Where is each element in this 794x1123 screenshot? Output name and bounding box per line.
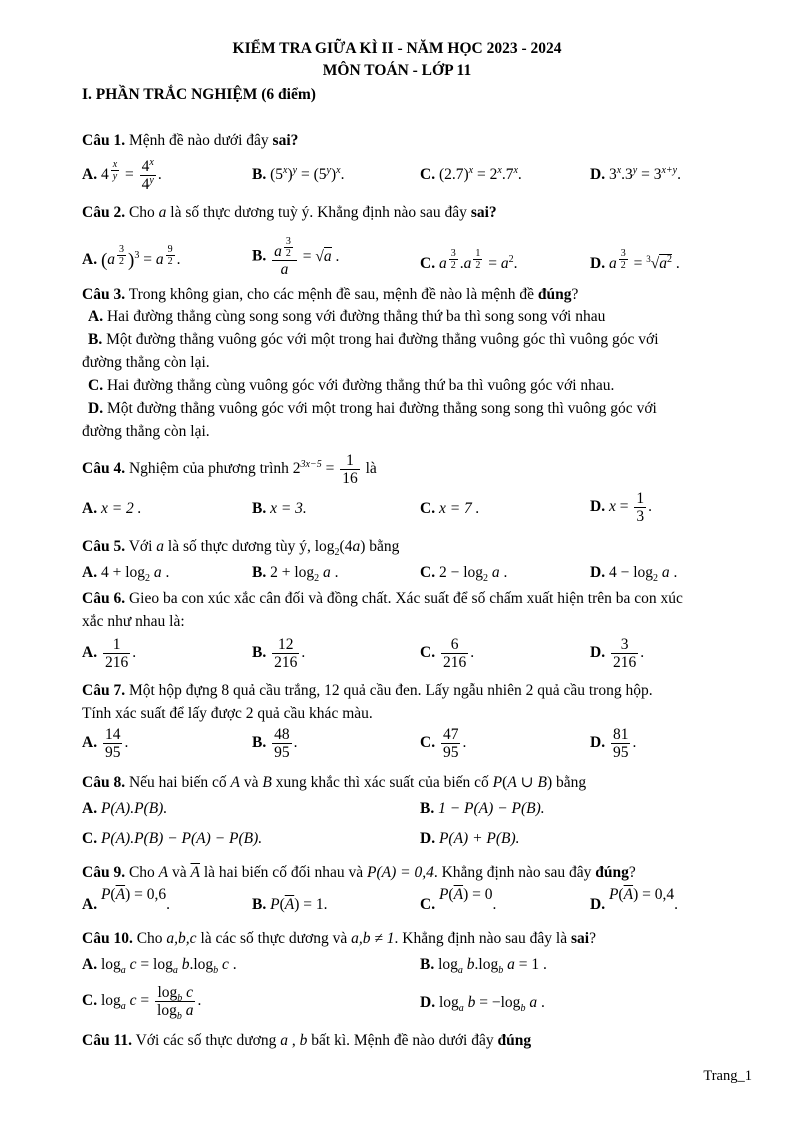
q7-option-a[interactable]: A. $\frac{14}{95}$ . <box>82 726 129 761</box>
q8-option-a[interactable]: A. P(A).P(B). <box>82 800 168 817</box>
q5-option-a[interactable]: A. $4 + \log_2 a$ . <box>82 564 170 585</box>
q5-option-d[interactable]: D. $4 - \log_2 a$ . <box>590 564 678 585</box>
q2-option-a[interactable]: A. (a $^{\frac{3}{2}}$ )$^3$ = a $^{\frac{9}{2}}$ . <box>82 244 181 271</box>
q9-option-c[interactable]: C. $P(\overline{A}) = 0$. <box>420 886 497 913</box>
q1-option-b[interactable]: B. $(5^x)^y = (5^y)^x$. <box>252 164 345 183</box>
q8-option-d[interactable]: D. P(A) + P(B). <box>420 830 520 847</box>
q3-option-b[interactable]: B. Một đường thẳng vuông góc với một trong hai đường thẳng vuông góc thì vuông góc với <box>88 331 659 348</box>
question-7: Câu 7. Một hộp đựng 8 quả cầu trắng, 12 quả cầu đen. Lấy ngẫu nhiên 2 quả cầu trong hộp. <box>82 682 653 699</box>
q3-option-d-cont: đường thẳng còn lại. <box>82 423 210 440</box>
question-2: Câu 2. Cho a là số thực dương tuỳ ý. Khẳng định nào sau đây sai? <box>82 204 497 221</box>
q3-option-d[interactable]: D. Một đường thẳng vuông góc với một trong hai đường thẳng song song thì vuông góc với <box>88 400 657 417</box>
q1-option-c[interactable]: C. $(2.7)^x = 2^x.7^x$. <box>420 164 522 183</box>
q6-option-c[interactable]: C. $\frac{6}{216}$ . <box>420 636 475 671</box>
q10-option-b[interactable]: B. $\log_a b.\log_b$ a = 1 . <box>420 956 547 977</box>
q8-option-c[interactable]: C. P(A).P(B) − P(A) − P(B). <box>82 830 263 847</box>
q9-option-d[interactable]: D. $P(\overline{A}) = 0,4$. <box>590 886 678 913</box>
q1-option-d[interactable]: D. $3^x.3^y = 3^{x+y}$. <box>590 164 681 183</box>
question-6: Câu 6. Gieo ba con xúc xắc cân đối và đồng chất. Xác suất để số chấm xuất hiện trên ba con xúc <box>82 590 683 607</box>
q4-option-a[interactable]: A. x = 2 . <box>82 500 142 517</box>
q3-option-b-cont: đường thẳng còn lại. <box>82 354 210 371</box>
question-4: Câu 4. Nghiệm của phương trình $2^{3x-5}$ = $\frac{1}{16}$ là <box>82 452 377 487</box>
q4-option-b[interactable]: B. x = 3. <box>252 500 307 517</box>
q3-option-c[interactable]: C. Hai đường thẳng cùng vuông góc với đường thẳng thứ ba thì vuông góc với nhau. <box>88 377 615 394</box>
question-6-cont: xắc như nhau là: <box>82 613 185 630</box>
question-11: Câu 11. Với các số thực dương a , b bất kì. Mệnh đề nào dưới đây đúng <box>82 1032 532 1049</box>
q1-option-a[interactable]: A. 4 $^{\frac{x}{y}}$ = $\frac{4^x}{4^y}$ . <box>82 156 162 193</box>
q5-option-b[interactable]: B. $2 + \log_2 a$ . <box>252 564 339 585</box>
q7-option-d[interactable]: D. $\frac{81}{95}$ . <box>590 726 637 761</box>
q2-option-c[interactable]: C. a $^{\frac{3}{2}}$ .a $^{\frac{1}{2}}$ = $a^2$. <box>420 248 518 272</box>
question-9: Câu 9. Cho A và $\overline{A}$ là hai biến cố đối nhau và P(A) = 0,4. Khẳng định nào sau đây đúng? <box>82 864 636 881</box>
q3-option-a[interactable]: A. Hai đường thẳng cùng song song với đường thẳng thứ ba thì song song với nhau <box>88 308 606 325</box>
question-1: Câu 1. Mệnh đề nào dưới đây sai? <box>82 132 299 149</box>
q7-option-b[interactable]: B. $\frac{48}{95}$ . <box>252 726 298 761</box>
question-5: Câu 5. Với a là số thực dương tùy ý, $\log_2(4a)$ bằng <box>82 538 400 559</box>
q10-option-d[interactable]: D. $\log_a b = -\log_b$ a . <box>420 994 545 1015</box>
q5-option-c[interactable]: C. $2 - \log_2 a$ . <box>420 564 508 585</box>
q2-option-d[interactable]: D. a $^{\frac{3}{2}}$ = $^3√a^2$ . <box>590 248 680 272</box>
q7-option-c[interactable]: C. $\frac{47}{95}$ . <box>420 726 467 761</box>
q9-option-a[interactable]: A. $P(\overline{A}) = 0,6$. <box>82 886 170 913</box>
q10-option-a[interactable]: A. $\log_a c = \log_a b.\log_b$ c . <box>82 956 237 977</box>
question-7-cont: Tính xác suất để lấy được 2 quả cầu khác màu. <box>82 705 373 722</box>
q2-option-b[interactable]: B. a $^{\frac{3}{2}}$ a = √a . <box>252 236 340 278</box>
q10-option-c[interactable]: C. $\log_a c$ = $\frac{\log_b c}{\log_b a}$ . <box>82 984 202 1023</box>
exam-subtitle: MÔN TOÁN - LỚP 11 <box>322 62 472 79</box>
q6-option-a[interactable]: A. $\frac{1}{216}$ . <box>82 636 137 671</box>
q4-option-d[interactable]: D. x = $\frac{1}{3}$ . <box>590 490 652 525</box>
section-heading: I. PHẦN TRẮC NGHIỆM (6 điểm) <box>82 86 316 103</box>
question-3: Câu 3. Trong không gian, cho các mệnh đề sau, mệnh đề nào là mệnh đề đúng? <box>82 286 579 303</box>
q6-option-b[interactable]: B. $\frac{12}{216}$ . <box>252 636 306 671</box>
page-number: Trang_1 <box>703 1068 752 1084</box>
exam-title: KIỂM TRA GIỮA KÌ II - NĂM HỌC 2023 - 2024 <box>232 40 562 57</box>
q9-option-b[interactable]: B. $P(\overline{A}) = 1$. <box>252 896 328 913</box>
question-10: Câu 10. Cho a,b,c là các số thực dương và a,b ≠ 1. Khẳng định nào sau đây là sai? <box>82 930 596 947</box>
question-8: Câu 8. Nếu hai biến cố A và B xung khắc thì xác suất của biến cố P(A ∪ B) bằng <box>82 774 587 791</box>
q6-option-d[interactable]: D. $\frac{3}{216}$ . <box>590 636 645 671</box>
q8-option-b[interactable]: B. 1 − P(A) − P(B). <box>420 800 545 817</box>
q4-option-c[interactable]: C. x = 7 . <box>420 500 480 517</box>
